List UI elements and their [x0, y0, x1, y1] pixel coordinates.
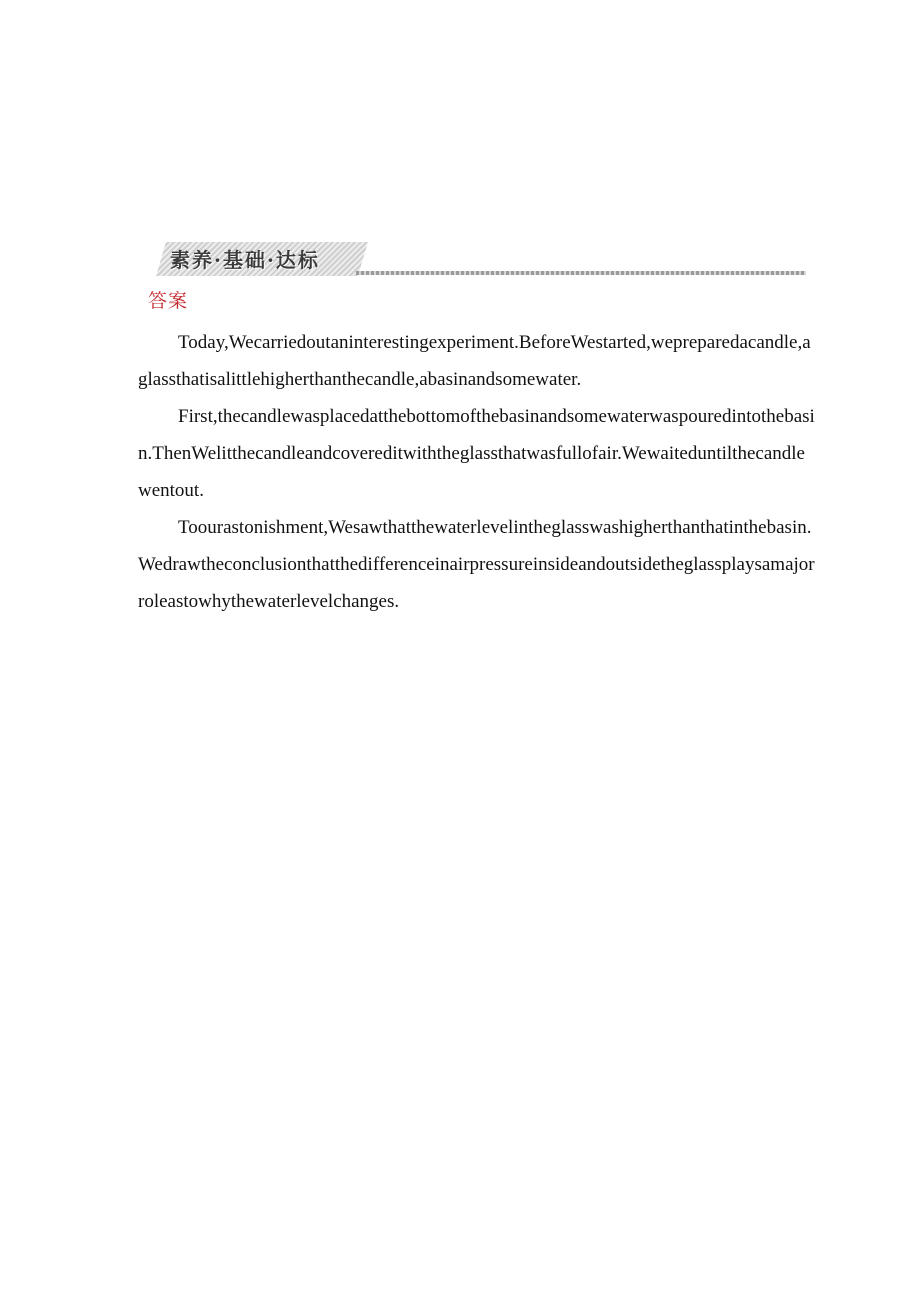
section-divider — [356, 271, 806, 275]
answer-body — [138, 324, 818, 620]
section-title: 素养·基础·达标 — [170, 248, 320, 272]
answer-paragraph: Today,Wecarriedoutaninterestingexperiment.BeforeWestarted,wepreparedacandle,aglassthatisalittlehigherthanthecandle,abasinandsomewater. — [138, 332, 811, 390]
answer-paragraph: Toourastonishment,Wesawthatthewaterlevelintheglasswashigherthanthatinthebasin.Wedrawtheconclusionthatthedifferenceinairpressureinsideandoutsidetheglassplaysamajorroleastowhythewaterlevelchanges. — [138, 517, 815, 612]
section-header — [156, 242, 806, 278]
answer-paragraph: First,thecandlewasplacedatthebottomofthebasinandsomewaterwaspouredintothebasin.ThenWelitthecandleandcovereditwiththeglassthatwasfullofair.Wewaiteduntilthecandlewentout. — [138, 406, 815, 501]
answer-label: 答案 — [148, 290, 189, 312]
